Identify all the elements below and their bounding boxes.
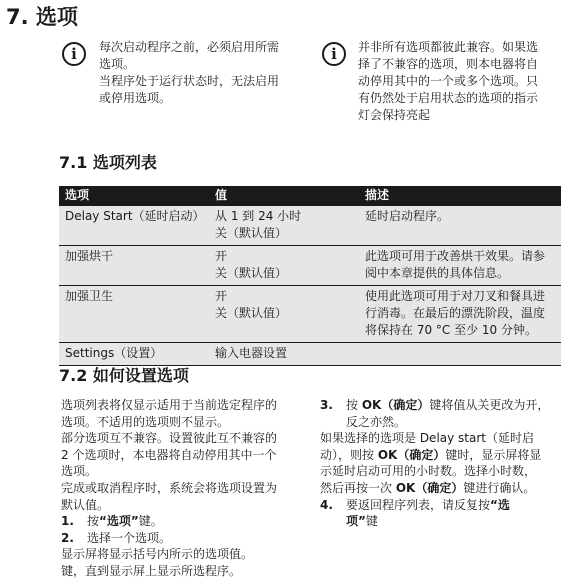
section-title: 7. 选项 (6, 5, 78, 29)
step-1: 1. 按“选项”键。 (61, 514, 163, 529)
table-row (59, 246, 561, 286)
note-1-line: 每次启动程序之前，必须启用所需 (99, 40, 280, 54)
setup-options-heading: 7.2 如何设置选项 (59, 366, 189, 385)
ok-key-label: OK（确定） (395, 480, 464, 495)
description-line: 阅中本章提供的具体信息。 (365, 266, 510, 280)
note-2-line: 有仍然处于启用状态的选项的指示 (358, 91, 539, 105)
note-1-line: 当程序处于运行状态时，无法启用 (99, 74, 280, 88)
options-key-label: “选 (490, 497, 510, 512)
value-line: 开 (215, 249, 228, 263)
value-line: 关（默认值） (215, 306, 288, 320)
value-cell (209, 246, 359, 286)
note-2-line: 动停用其中的一个或多个选项。只 (358, 74, 539, 88)
description-line: 使用此选项可用于对刀叉和餐具进 (365, 289, 546, 303)
table-row (59, 343, 561, 366)
table-header-row (59, 186, 561, 206)
header-description: 描述 (359, 186, 561, 206)
value-line: 关（默认值） (215, 226, 288, 240)
description-cell (359, 343, 561, 366)
note-1-line: 或停用选项。 (99, 91, 172, 105)
ok-key-label: OK（确定） (361, 398, 430, 412)
description-line: 行消毒。在最后的漂洗阶段，温度 (365, 306, 546, 320)
options-key-label: “选项” (99, 514, 139, 529)
value-cell (209, 206, 359, 246)
value-line: 开 (215, 289, 228, 303)
table-row (59, 286, 561, 343)
option-cell: 加强烘干 (59, 246, 209, 286)
description-line: 将保持在 70 °C 至少 10 分钟。 (365, 323, 537, 337)
options-table (59, 186, 561, 366)
description-line: 延时启动程序。 (365, 209, 450, 223)
paragraph: 部分选项互不兼容。设置彼此互不兼容的 2 个选项时，本电器将自动停用其中一个 选项。 (61, 431, 278, 479)
value-line: 输入电器设置 (215, 346, 288, 360)
option-cell: Delay Start（延时启动） (59, 206, 209, 246)
header-option: 选项 (59, 186, 209, 206)
value-cell (209, 286, 359, 343)
info-icon: i (62, 42, 86, 66)
paragraph: 键，直到显示屏上显示所选程序。 (61, 563, 242, 578)
value-line: 关（默认值） (215, 266, 288, 280)
note-2-line: 灯会保持亮起 (358, 108, 431, 122)
step-2: 2. 选择一个选项。 (61, 530, 172, 545)
paragraph: 如果选择的选项是 Delay start（延时启 动），则按 OK（确定）键时，显示屏将显 示延时启动可用的小时数。选择小时数， 然后再按一次 OK（确定）键进行确认。 (320, 431, 542, 495)
value-cell (209, 343, 359, 366)
table-row (59, 206, 561, 246)
paragraph: 完成或取消程序时，系统会将选项设置为 默认值。 (61, 480, 278, 512)
step-4: 4. 要返回程序列表，请反复按“选 项”键 (320, 497, 510, 529)
header-value: 值 (209, 186, 359, 206)
info-icon: i (322, 42, 346, 66)
description-cell (359, 246, 561, 286)
ok-key-label: OK（确定） (377, 447, 446, 462)
setup-left-column (61, 397, 301, 580)
description-cell (359, 286, 561, 343)
step-3: 3. 按 OK（确定）键将值从关更改为开， 反之亦然。 (320, 398, 550, 429)
paragraph: 显示屏将显示括号内所示的选项值。 (61, 547, 254, 562)
note-2-line: 择了不兼容的选项，则本电器将自 (358, 57, 539, 71)
setup-right-column (320, 397, 562, 530)
option-cell: 加强卫生 (59, 286, 209, 343)
value-line: 从 1 到 24 小时 (215, 209, 302, 223)
paragraph: 选项列表将仅显示适用于当前选定程序的 选项。不适用的选项则不显示。 (61, 398, 278, 429)
description-line: 此选项可用于改善烘干效果。请参 (365, 249, 546, 263)
options-list-heading: 7.1 选项列表 (59, 153, 157, 172)
option-cell: Settings（设置） (59, 343, 209, 366)
note-1 (99, 39, 314, 107)
note-2 (358, 39, 563, 124)
note-1-line: 选项。 (99, 57, 136, 71)
note-2-line: 并非所有选项都彼此兼容。如果选 (358, 40, 539, 54)
description-cell (359, 206, 561, 246)
